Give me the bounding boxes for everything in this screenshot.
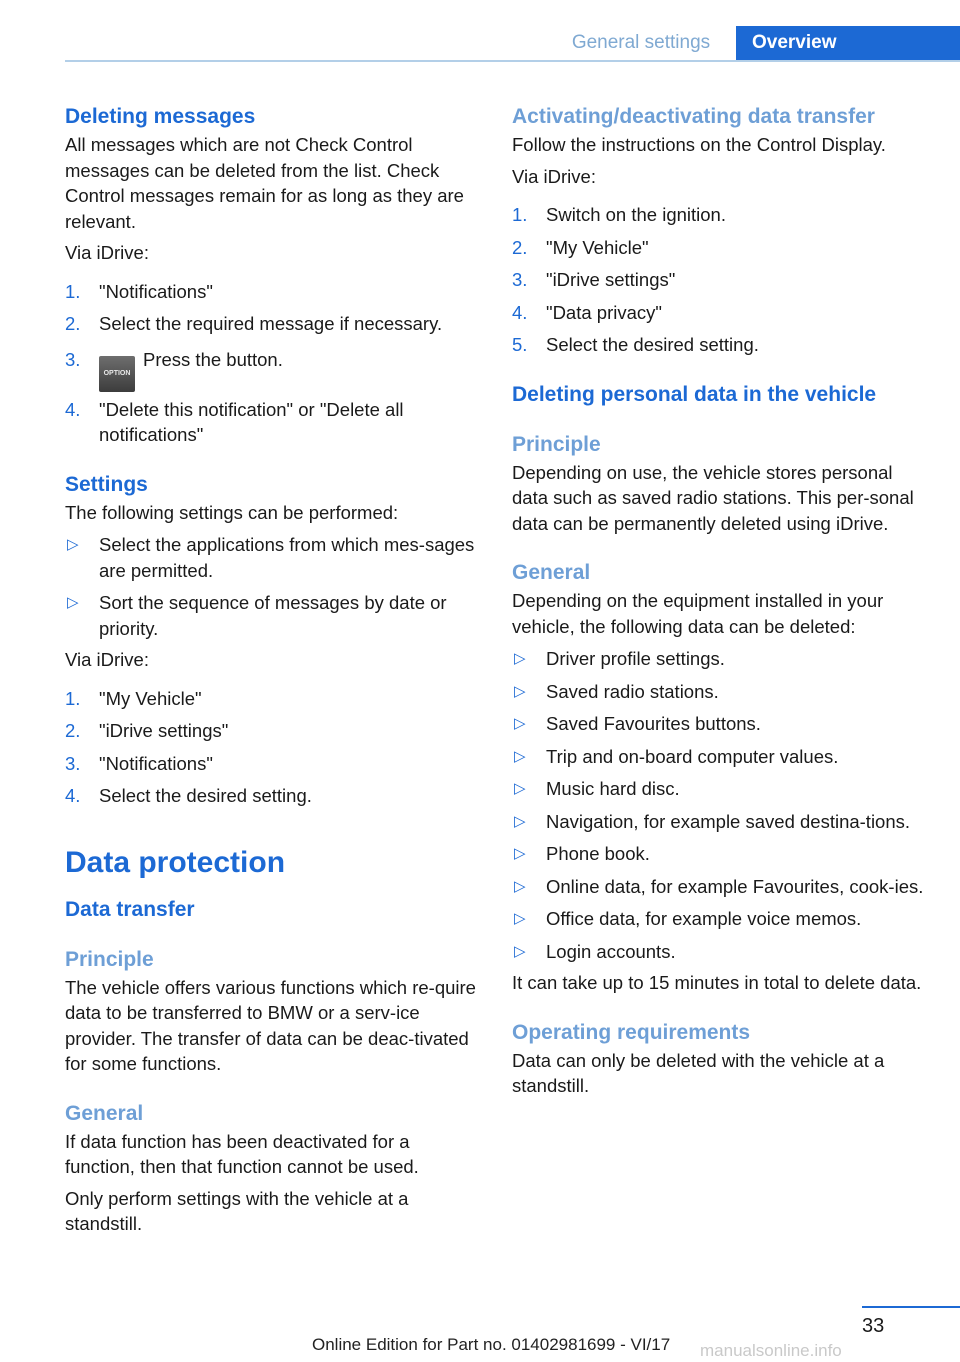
- principle-heading: Principle: [512, 432, 601, 456]
- principle-heading: Principle: [65, 947, 154, 971]
- footer-rule: [862, 1306, 960, 1308]
- header-rule: [65, 60, 960, 62]
- triangle-bullet-icon: ▷: [514, 910, 526, 927]
- deleting-messages-heading: Deleting messages: [65, 105, 256, 128]
- settings-text: The following settings can be performed:: [65, 501, 399, 523]
- settings-heading: Settings: [65, 472, 148, 496]
- data-protection-heading: Data protection: [65, 845, 286, 879]
- triangle-bullet-icon: ▷: [514, 877, 526, 895]
- triangle-bullet-icon: ▷: [67, 594, 79, 611]
- step-item: 2. "My Vehicle": [512, 236, 649, 258]
- list-item: ▷ Sort the sequence of messages by date or priority.: [67, 592, 447, 639]
- via-idrive-label: Via iDrive:: [65, 649, 149, 670]
- list-item: ▷ Select the applications from which mes‐sages are permitted.: [67, 534, 475, 581]
- triangle-bullet-icon: ▷: [514, 650, 526, 667]
- operating-requirements-heading: Operating requirements: [512, 1020, 751, 1044]
- list-item: ▷ Saved radio stations.: [512, 679, 924, 705]
- list-item: ▷ Online data, for example Favourites, cook‐ies.: [512, 874, 924, 900]
- general-text: Depending on the equipment installed in your vehicle, the following data can be deleted:: [512, 590, 884, 637]
- list-item: ▷ Login accounts.: [512, 939, 924, 965]
- general-heading: General: [512, 561, 591, 584]
- left-column: [65, 102, 477, 1237]
- general-heading: General: [65, 1101, 144, 1125]
- step-item: 2. Select the required message if necessary.: [65, 313, 443, 334]
- watermark-text: manualsonline.info: [700, 1341, 842, 1360]
- header-active-tab: Overview: [736, 26, 960, 62]
- via-idrive-label: Via iDrive:: [512, 165, 596, 187]
- step-item: 4. Select the desired setting.: [65, 785, 312, 806]
- list-item: ▷ Navigation, for example saved destina‐tions.: [512, 809, 924, 835]
- triangle-bullet-icon: ▷: [514, 812, 526, 830]
- step-item: 1. Switch on the ignition.: [512, 204, 726, 225]
- principle-text: The vehicle offers various functions which re‐quire data to be transferred to BMW or a serv‐ice provider. The transfer of data can be deac‐tivated for some functions.: [65, 976, 476, 1074]
- step-item: 4. "Delete this notification" or "Delete all notifications": [65, 398, 404, 445]
- step-item: 3. "Notifications": [65, 752, 213, 774]
- right-column: [512, 102, 924, 1099]
- deleting-messages-text: All messages which are not Check Control messages can be deleted from the list. Check Control messages remain for as long as they are relevant.: [65, 134, 464, 232]
- activating-heading: Activating/deactivating data transfer: [512, 105, 875, 128]
- activating-text: Follow the instructions on the Control Display.: [512, 134, 886, 155]
- deleting-personal-data-heading: Deleting personal data in the vehicle: [512, 382, 877, 406]
- deletion-time-note: It can take up to 15 minutes in total to delete data.: [512, 972, 922, 993]
- option-button-icon: OPTION: [99, 356, 135, 392]
- step-item: 3. "iDrive settings": [512, 269, 676, 290]
- triangle-bullet-icon: ▷: [514, 845, 526, 862]
- page-number: 33: [862, 1315, 885, 1337]
- list-item: ▷ Phone book.: [512, 841, 924, 867]
- list-item: ▷ Music hard disc.: [512, 776, 924, 802]
- triangle-bullet-icon: ▷: [514, 942, 526, 960]
- triangle-bullet-icon: ▷: [514, 682, 526, 700]
- general-text: If data function has been deactivated for a function, then that function cannot be used.: [65, 1130, 419, 1177]
- list-item: ▷ Driver profile settings.: [512, 646, 924, 672]
- triangle-bullet-icon: ▷: [67, 536, 79, 553]
- step-item: 5. Select the desired setting.: [512, 334, 759, 355]
- data-transfer-heading: Data transfer: [65, 897, 195, 921]
- header-section-label: General settings: [571, 32, 711, 53]
- deletable-data-bullets: [512, 646, 924, 964]
- settings-bullets: [65, 532, 477, 641]
- activating-steps: [512, 202, 924, 358]
- principle-text: Depending on use, the vehicle stores personal data such as saved radio stations. This per‐sonal data can be permanently deleted using iDrive.: [512, 461, 914, 534]
- list-item: ▷ Saved Favourites buttons.: [512, 711, 924, 737]
- deleting-steps: [65, 279, 477, 448]
- edition-footer: Online Edition for Part no. 01402981699 - VI/17: [312, 1335, 671, 1354]
- list-item: ▷ Office data, for example voice memos.: [512, 906, 924, 932]
- step-item: 3. OPTIONPress the button.: [65, 347, 477, 392]
- operating-requirements-text: Data can only be deleted with the vehicle at a standstill.: [512, 1049, 885, 1096]
- triangle-bullet-icon: ▷: [514, 747, 526, 765]
- step-item: 1. "My Vehicle": [65, 687, 202, 709]
- step-item: 2. "iDrive settings": [65, 720, 229, 741]
- via-idrive-label: Via iDrive:: [65, 242, 149, 263]
- general-text: Only perform settings with the vehicle at a standstill.: [65, 1187, 409, 1234]
- triangle-bullet-icon: ▷: [514, 780, 526, 797]
- step-item: 4. "Data privacy": [512, 301, 662, 323]
- settings-steps: [65, 686, 477, 809]
- triangle-bullet-icon: ▷: [514, 715, 526, 732]
- step-item: 1. "Notifications": [65, 280, 213, 302]
- list-item: ▷ Trip and on-board computer values.: [512, 744, 924, 770]
